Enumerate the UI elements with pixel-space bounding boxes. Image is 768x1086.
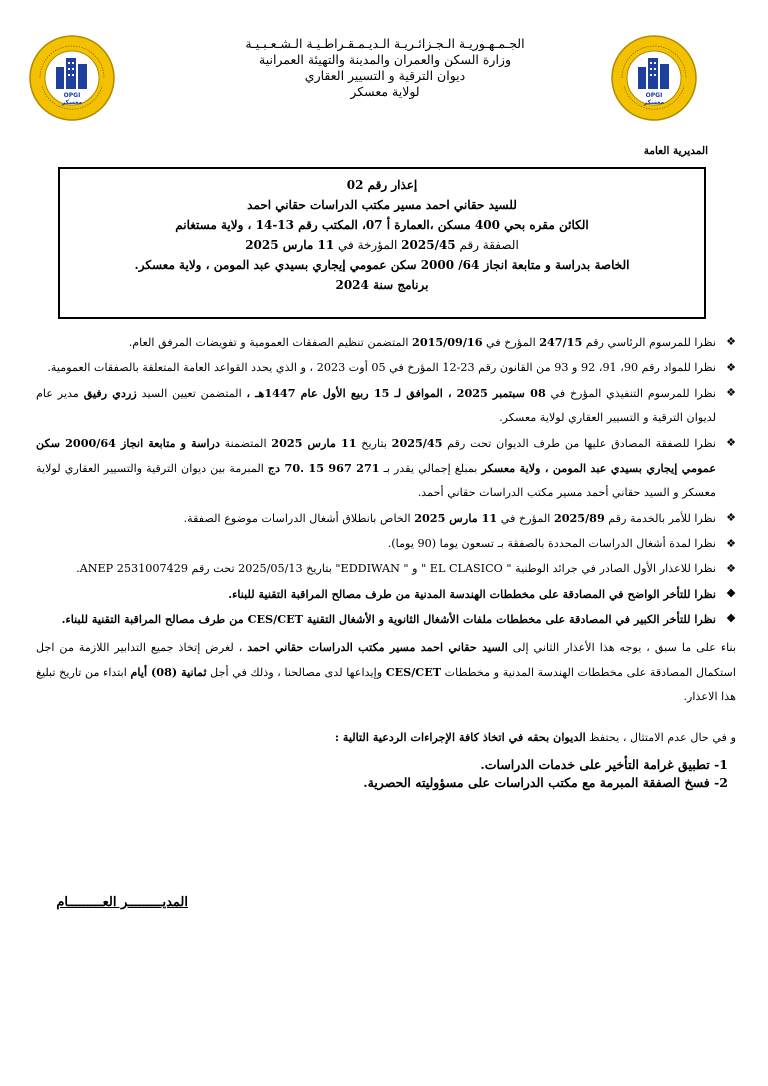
- whereas-item: ❖ نظرا للمواد رقم 90، 91، 92 و 93 من القانون رقم 23-12 المؤرخ في 05 أوت 2023 ، و الذي يحدد القواعد العامة المتعلقة بالصفقات العمومية.: [36, 356, 736, 380]
- diamond-bullet-icon: ❖: [726, 587, 736, 600]
- sanction-item: 1- تطبيق غرامة التأخير على خدمات الدراسات.: [480, 757, 728, 772]
- directorate-label: المديرية العامة: [643, 145, 708, 157]
- whereas-item: ❖ نظرا للأمر بالخدمة رقم 2025/89 المؤرخ في 11 مارس 2025 الخاص بانطلاق أشغال الدراسات موضوع الصفقة.: [36, 506, 736, 531]
- whereas-item: ❖ نظرا للتأخر الواضح في المصادقة على مخططات الهندسة المدنية من طرف مصالح المراقبة التقنية للبناء.: [36, 582, 736, 606]
- diamond-bullet-icon: ❖: [726, 612, 736, 625]
- notice-subject: الخاصة بدراسة و متابعة انجاز 64/ 2000 سكن عمومي إيجاري بسيدي عبد المومن ، ولاية معسكر.: [134, 258, 630, 272]
- diamond-bullet-icon: ❖: [726, 436, 736, 449]
- opgi-logo-left: [28, 34, 116, 122]
- whereas-item: ❖ نظرا للصفقة المصادق عليها من طرف الديوان تحت رقم 2025/45 بتاريخ 11 مارس 2025 المتضمنة دراسة و متابعة انجاز 2000/64 سكن عمومي إيجاري بسيدي عبد المومن ، ولاية معسكر بمبلغ إجمالي يقدر بـ 271 967 15 .70 دج المبرمة بين ديوان الترقية والتسيير العقاري لولاية معسكر و السيد حقاني أحمد مسير مكتب الدراسات حقاني أحمد.: [36, 431, 736, 505]
- notice-addressee: للسيد حقاني احمد مسير مكتب الدراسات حقاني احمد: [247, 198, 517, 212]
- opgi-logo-right: [610, 34, 698, 122]
- office-name: ديوان الترقية و التسيير العقاري: [304, 68, 466, 83]
- diamond-bullet-icon: ❖: [726, 361, 736, 374]
- diamond-bullet-icon: ❖: [726, 386, 736, 399]
- diamond-bullet-icon: ❖: [726, 562, 736, 575]
- diamond-bullet-icon: ❖: [726, 335, 736, 348]
- diamond-bullet-icon: ❖: [726, 511, 736, 524]
- sanction-item: 2- فسخ الصفقة المبرمة مع مكتب الدراسات على مسؤوليته الحصرية.: [363, 775, 728, 790]
- whereas-item: ❖ نظرا للتأخر الكبير في المصادقة على مخططات ملفات الأشغال الثانوية و الأشغال التقنية CES/CET من طرف مصالح المراقبة التقنية للبناء.: [36, 607, 736, 631]
- opgi-seal-icon: [610, 34, 698, 122]
- republic-name: الجـمـهـوريـة الـجـزائـريـة الـديـمـقـراطـيـة الـشـعـبـيـة: [245, 36, 525, 51]
- closing-paragraph: بناء على ما سبق ، يوجه هذا الأعذار الثاني إلى السيد حقاني احمد مسير مكتب الدراسات حقاني احمد ، لغرض إتخاذ جميع التدابير اللازمة من اجل استكمال المصادقة على مخططات الهندسة المدنية و مخططات CES/CET وإيداعها لدى مصالحنا ، وذلك في أجل ثمانية (08) أيام ابتداء من تاريخ تبليغ هذا الاعذار.: [36, 640, 736, 703]
- whereas-item: ❖ نظرا للاعذار الأول الصادر في جرائد الوطنية " EL CLASICO " و " EDDIWAN" بتاريخ 2025/05/13 تحت رقم ANEP 2531007429.: [36, 557, 736, 581]
- notice-contract-ref: الصفقة رقم 2025/45 المؤرخة في 11 مارس 2025: [245, 238, 519, 252]
- whereas-item: ❖ نظرا لمدة أشغال الدراسات المحددة بالصفقة بـ تسعون يوما (90 يوما).: [36, 532, 736, 556]
- notice-number: إعذار رقم 02: [346, 178, 418, 192]
- svg-text:OPGI: OPGI: [63, 92, 81, 99]
- letterhead: [190, 36, 580, 100]
- notice-body: [36, 330, 736, 792]
- notice-program: برنامج سنة 2024: [335, 278, 429, 292]
- diamond-bullet-icon: ❖: [726, 537, 736, 550]
- wilaya-name: لولاية معسكر: [350, 84, 420, 99]
- signature-title: المديـــــــــر العـــــــــام: [56, 895, 188, 910]
- svg-text:معسكر: معسكر: [643, 99, 665, 106]
- notice-address: الكائن مقره بحي 400 مسكن ،العمارة أ 07، المكتب رقم 13-14 ، ولاية مستغانم: [175, 218, 589, 232]
- opgi-seal-icon: [28, 34, 116, 122]
- whereas-item: ❖ نظرا للمرسوم التنفيذي المؤرخ في 08 سبتمبر 2025 ، الموافق لـ 15 ربيع الأول عام 1447هـ ، المتضمن تعيين السيد زردي رفيق مدير عام لديوان الترقية و التسيير العقاري لولاية معسكر.: [36, 381, 736, 430]
- sanctions-intro: و في حال عدم الامتثال ، يحتفظ الديوان بحقه في اتخاذ كافة الإجراءات الردعية التالية :: [334, 730, 736, 744]
- notice-title-box: [58, 167, 706, 319]
- whereas-item: ❖ نظرا للمرسوم الرئاسي رقم 247/15 المؤرخ في 2015/09/16 المتضمن تنظيم الصفقات العمومية و تفويضات المرفق العام.: [36, 330, 736, 355]
- svg-text:OPGI: OPGI: [645, 92, 663, 99]
- svg-text:معسكر: معسكر: [61, 99, 83, 106]
- ministry-name: وزارة السكن والعمران والمدينة والتهيئة العمرانية: [259, 52, 511, 67]
